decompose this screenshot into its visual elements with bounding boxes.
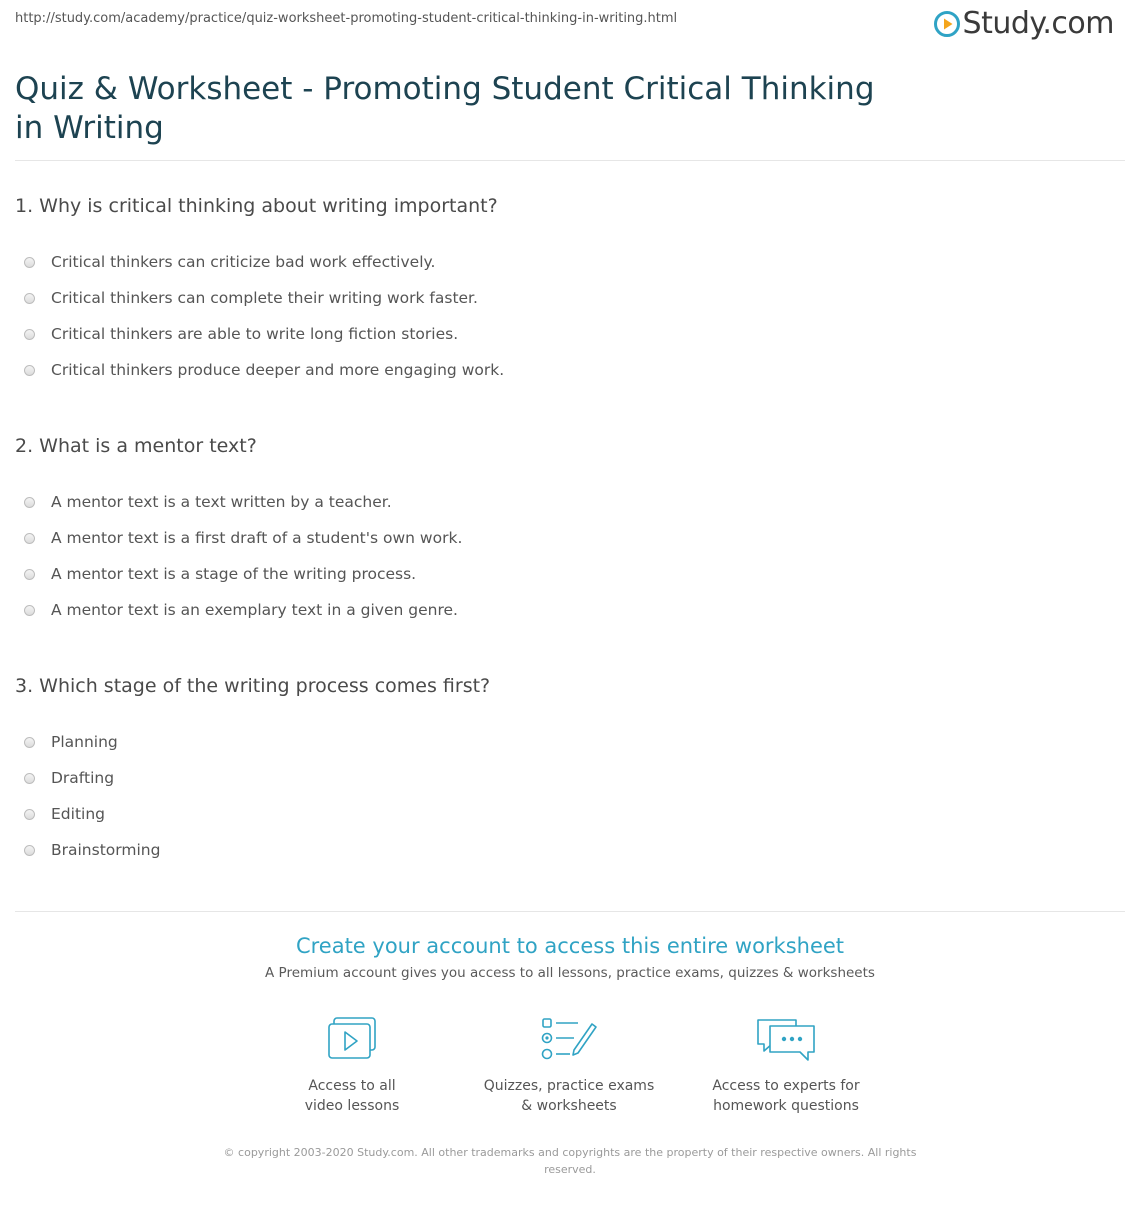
option-label: Critical thinkers can criticize bad work effectively. [51, 253, 436, 271]
feature-label: Access to all video lessons [304, 1078, 400, 1114]
option-label: A mentor text is a first draft of a student's own work. [51, 529, 463, 547]
answer-option[interactable] [15, 348, 915, 392]
radio-button[interactable] [24, 329, 35, 340]
radio-button[interactable] [24, 257, 35, 268]
answer-option[interactable] [15, 828, 915, 872]
option-label: A mentor text is a stage of the writing process. [51, 565, 417, 583]
radio-button[interactable] [24, 605, 35, 616]
option-label: Critical thinkers can complete their writing work faster. [51, 289, 478, 307]
radio-button[interactable] [24, 533, 35, 544]
option-label: Drafting [51, 769, 115, 787]
option-label: Critical thinkers are able to write long fiction stories. [51, 325, 459, 343]
option-label: Critical thinkers produce deeper and more engaging work. [51, 361, 505, 379]
radio-button[interactable] [24, 293, 35, 304]
feature-video-lessons [242, 1016, 462, 1116]
cta-subtitle: A Premium account gives you access to all lessons, practice exams, quizzes & worksheets [265, 965, 875, 981]
play-circle-icon [934, 11, 960, 37]
answer-option[interactable] [15, 588, 915, 632]
question-1 [15, 194, 915, 392]
option-label: A mentor text is an exemplary text in a given genre. [51, 601, 458, 619]
question-text: 3. Which stage of the writing process comes first? [15, 675, 491, 697]
chat-bubbles-icon [754, 1016, 818, 1062]
feature-experts [676, 1016, 896, 1116]
option-label: Planning [51, 733, 118, 751]
option-label: Brainstorming [51, 841, 161, 859]
create-account-link[interactable]: Create your account to access this entire worksheet [295, 934, 845, 958]
feature-label: Access to experts for homework questions [712, 1078, 860, 1114]
page-url: http://study.com/academy/practice/quiz-worksheet-promoting-student-critical-thinking-in-writing.html [15, 11, 678, 26]
option-label: A mentor text is a text written by a teacher. [51, 493, 392, 511]
title-divider [15, 160, 1125, 161]
video-lesson-icon [326, 1016, 378, 1062]
quiz-divider [15, 911, 1125, 912]
logo-text: Study.com [962, 6, 1114, 41]
radio-button[interactable] [24, 365, 35, 376]
question-2 [15, 434, 915, 632]
option-label: Editing [51, 805, 105, 823]
question-text: 1. Why is critical thinking about writing important? [15, 195, 498, 217]
feature-quizzes [459, 1016, 679, 1116]
radio-button[interactable] [24, 773, 35, 784]
radio-button[interactable] [24, 497, 35, 508]
question-text: 2. What is a mentor text? [15, 435, 257, 457]
radio-button[interactable] [24, 845, 35, 856]
copyright-notice: © copyright 2003-2020 Study.com. All other trademarks and copyrights are the property of their respective owners. All rights reserved. [223, 1146, 917, 1176]
radio-button[interactable] [24, 737, 35, 748]
study-logo[interactable] [934, 6, 1114, 41]
page-title: Quiz & Worksheet - Promoting Student Critical Thinking in Writing [15, 71, 875, 146]
question-3 [15, 674, 915, 872]
quiz-checklist-icon [540, 1016, 598, 1062]
radio-button[interactable] [24, 569, 35, 580]
radio-button[interactable] [24, 809, 35, 820]
feature-label: Quizzes, practice exams & worksheets [483, 1078, 655, 1114]
